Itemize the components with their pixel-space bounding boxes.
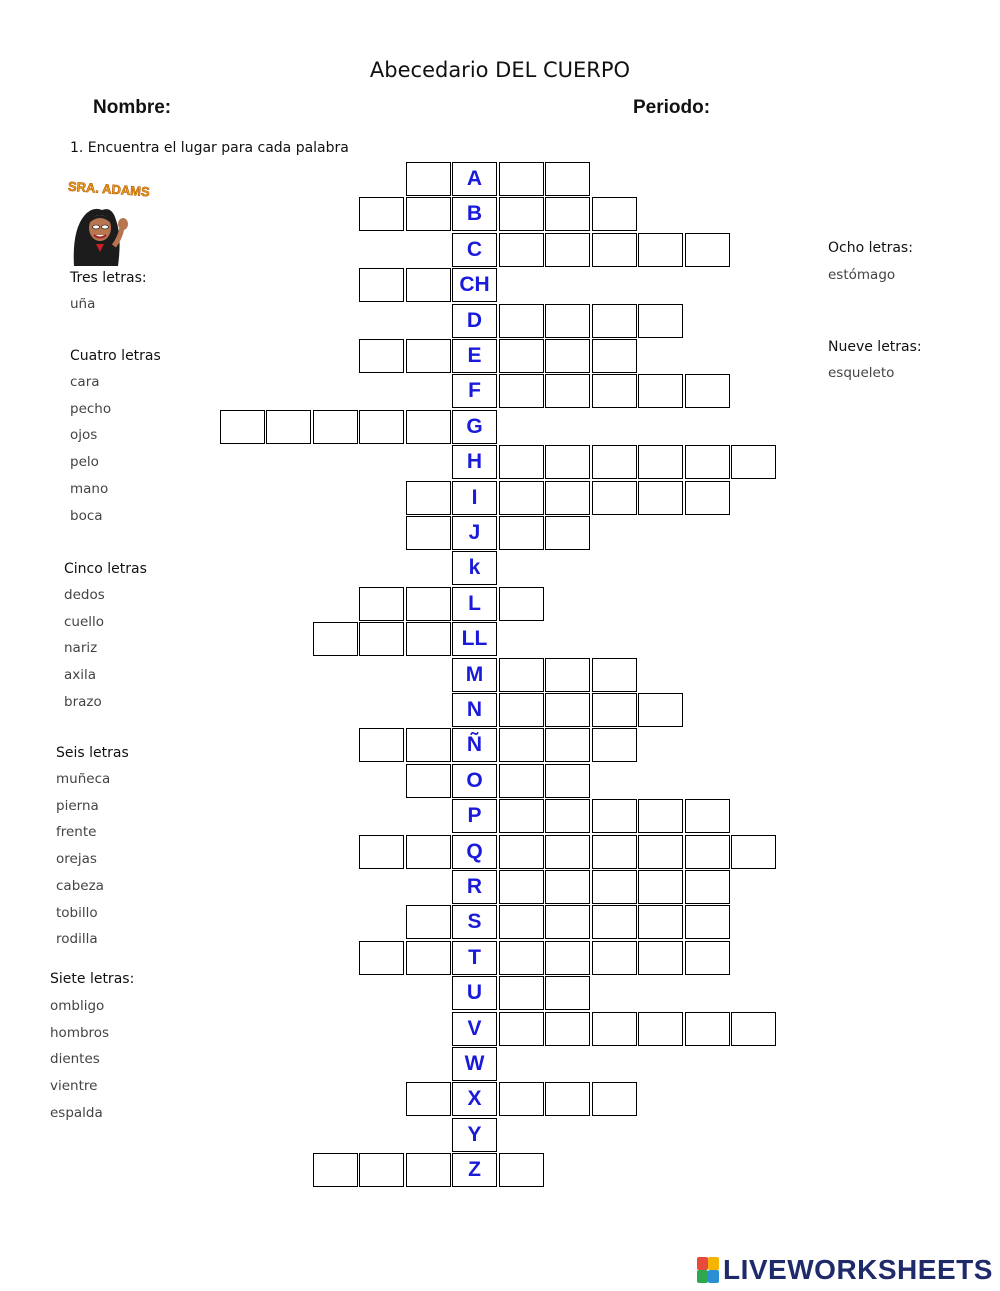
word-item: estómago: [828, 267, 896, 283]
crossword-cell[interactable]: [638, 870, 683, 904]
crossword-cell[interactable]: [499, 162, 544, 196]
period-label: Periodo:: [633, 97, 711, 118]
word-group-label: Nueve letras:: [828, 339, 922, 355]
crossword-cell[interactable]: [592, 870, 637, 904]
crossword-cell[interactable]: [359, 197, 404, 231]
word-item: pierna: [56, 797, 99, 814]
avatar-badge: SRA. ADAMS: [67, 178, 151, 200]
word-item: nariz: [64, 640, 98, 657]
word-group-label: Cuatro letras: [70, 348, 161, 364]
word-group-label: Siete letras:: [50, 971, 135, 987]
crossword-letter: CH: [459, 273, 490, 297]
crossword-cell[interactable]: [545, 905, 590, 939]
crossword-cell[interactable]: [592, 1082, 637, 1116]
crossword-letter: Q: [466, 839, 483, 863]
word-item: espalda: [50, 1104, 103, 1121]
crossword-letter: R: [466, 875, 483, 898]
crossword-cell[interactable]: [220, 410, 265, 444]
crossword-cell[interactable]: [406, 516, 451, 550]
crossword-cell[interactable]: [638, 693, 683, 727]
crossword-cell[interactable]: [592, 445, 637, 479]
word-item: esqueleto: [828, 365, 895, 381]
crossword-cell[interactable]: [545, 658, 590, 692]
word-item: brazo: [64, 693, 102, 710]
crossword-letter: J: [468, 521, 481, 544]
logo-text: LIVEWORKSHEETS: [723, 1254, 993, 1285]
crossword-letter: Z: [468, 1158, 481, 1182]
word-item: axila: [64, 667, 97, 684]
word-item: muñeca: [56, 771, 111, 787]
crossword-letter: A: [466, 167, 483, 190]
crossword-cell[interactable]: [545, 1082, 590, 1116]
crossword-cell[interactable]: [545, 1012, 590, 1046]
crossword-cell[interactable]: [359, 587, 404, 621]
crossword-letter: Y: [467, 1122, 482, 1146]
crossword-cell[interactable]: [499, 304, 544, 338]
word-item: pecho: [70, 400, 112, 417]
word-item: ojos: [70, 427, 98, 444]
crossword-letter: W: [464, 1052, 485, 1075]
crossword-cell[interactable]: [545, 870, 590, 904]
crossword-cell[interactable]: [406, 764, 451, 798]
word-item: frente: [56, 824, 97, 841]
word-item: tobillo: [56, 904, 98, 921]
crossword-cell[interactable]: [406, 905, 451, 939]
crossword-cell[interactable]: [545, 197, 590, 231]
word-item: orejas: [56, 851, 97, 868]
word-item: rodilla: [56, 931, 98, 948]
crossword-cell[interactable]: [359, 410, 404, 444]
word-item: mano: [70, 480, 109, 497]
crossword-cell[interactable]: [545, 339, 590, 373]
word-item: hombros: [50, 1024, 110, 1041]
crossword-cell[interactable]: [499, 728, 544, 762]
crossword-cell[interactable]: [499, 516, 544, 550]
logo-square: [708, 1257, 719, 1270]
crossword-letter: Ñ: [466, 733, 483, 757]
crossword-cell[interactable]: [499, 1012, 544, 1046]
crossword-cell[interactable]: [545, 799, 590, 833]
liveworksheets-logo: [697, 1253, 993, 1287]
crossword-cell[interactable]: [592, 658, 637, 692]
name-label: Nombre:: [93, 97, 172, 118]
crossword-letter: C: [466, 237, 483, 261]
page-title: Abecedario DEL CUERPO: [369, 58, 631, 82]
crossword-letter: H: [466, 450, 483, 474]
crossword-cell[interactable]: [406, 197, 451, 231]
crossword-letter: D: [466, 308, 483, 332]
instruction-text: 1. Encuentra el lugar para cada palabra: [70, 140, 349, 156]
crossword-letter: B: [466, 202, 483, 226]
word-item: cara: [70, 374, 100, 390]
crossword-cell[interactable]: [406, 481, 451, 515]
crossword-cell[interactable]: [545, 516, 590, 550]
crossword-letter: X: [467, 1087, 482, 1111]
crossword-cell[interactable]: [545, 764, 590, 798]
crossword-letter: E: [467, 344, 482, 367]
crossword-letter: P: [467, 804, 482, 828]
crossword-cell[interactable]: [685, 481, 730, 515]
crossword-letter: T: [468, 945, 481, 969]
crossword-letter: k: [468, 556, 481, 580]
crossword-cell[interactable]: [359, 1153, 404, 1187]
word-item: dientes: [50, 1051, 100, 1068]
crossword-cell[interactable]: [499, 835, 544, 869]
logo-square: [708, 1270, 719, 1283]
crossword-cell[interactable]: [592, 481, 637, 515]
crossword-cell[interactable]: [545, 481, 590, 515]
crossword-cell[interactable]: [499, 587, 544, 621]
logo-square: [697, 1270, 708, 1283]
word-group-label: Seis letras: [56, 745, 129, 761]
crossword-cell[interactable]: [406, 728, 451, 762]
word-item: vientre: [50, 1078, 98, 1095]
crossword-cell[interactable]: [731, 1012, 776, 1046]
crossword-letter: M: [465, 662, 484, 686]
crossword-cell[interactable]: [545, 374, 590, 408]
crossword-cell[interactable]: [406, 587, 451, 621]
avatar: [62, 176, 156, 266]
crossword-cell[interactable]: [685, 799, 730, 833]
logo-icon: [697, 1257, 719, 1283]
crossword-cell[interactable]: [313, 622, 358, 656]
crossword-letter: I: [471, 485, 478, 509]
crossword-cell[interactable]: [499, 1082, 544, 1116]
crossword-cell[interactable]: [545, 693, 590, 727]
crossword-cell[interactable]: [638, 233, 683, 267]
crossword-cell[interactable]: [685, 1012, 730, 1046]
crossword-cell[interactable]: [545, 304, 590, 338]
crossword-cell[interactable]: [359, 339, 404, 373]
crossword-cell[interactable]: [685, 835, 730, 869]
word-item: cabeza: [56, 877, 104, 894]
crossword-letter: F: [468, 379, 481, 403]
crossword-cell[interactable]: [592, 728, 637, 762]
word-item: uña: [70, 296, 96, 312]
crossword-cell[interactable]: [499, 905, 544, 939]
crossword-cell[interactable]: [499, 870, 544, 904]
crossword-cell[interactable]: [545, 835, 590, 869]
crossword-cell[interactable]: [685, 445, 730, 479]
crossword-cell[interactable]: [592, 304, 637, 338]
crossword-cell[interactable]: [406, 835, 451, 869]
crossword-cell[interactable]: [406, 941, 451, 975]
word-item: ombligo: [50, 998, 105, 1014]
crossword-cell[interactable]: [359, 941, 404, 975]
crossword-letter: LL: [461, 627, 488, 651]
crossword-cell[interactable]: [406, 268, 451, 302]
crossword-letter: O: [466, 768, 483, 792]
word-item: dedos: [64, 587, 105, 603]
crossword-cell[interactable]: [499, 941, 544, 975]
crossword-cell[interactable]: [685, 374, 730, 408]
crossword-cell[interactable]: [731, 835, 776, 869]
crossword-cell[interactable]: [359, 268, 404, 302]
crossword-cell[interactable]: [638, 835, 683, 869]
crossword-cell[interactable]: [592, 1012, 637, 1046]
crossword-cell[interactable]: [359, 728, 404, 762]
crossword-cell[interactable]: [545, 976, 590, 1010]
crossword-cell[interactable]: [313, 410, 358, 444]
crossword-cell[interactable]: [499, 374, 544, 408]
crossword-cell[interactable]: [499, 764, 544, 798]
crossword-cell[interactable]: [359, 835, 404, 869]
crossword-cell[interactable]: [313, 1153, 358, 1187]
crossword-cell[interactable]: [545, 941, 590, 975]
crossword-letter: U: [466, 981, 483, 1005]
crossword-cell[interactable]: [406, 622, 451, 656]
crossword-letter: N: [466, 698, 483, 721]
crossword-cell[interactable]: [638, 445, 683, 479]
word-item: cuello: [64, 613, 105, 630]
crossword-cell[interactable]: [638, 304, 683, 338]
crossword-cell[interactable]: [266, 410, 311, 444]
crossword-cell[interactable]: [685, 905, 730, 939]
word-group-label: Tres letras:: [70, 270, 147, 286]
crossword-cell[interactable]: [499, 445, 544, 479]
crossword-cell[interactable]: [685, 233, 730, 267]
crossword-cell[interactable]: [592, 941, 637, 975]
crossword-cell[interactable]: [499, 339, 544, 373]
word-item: boca: [70, 507, 103, 524]
crossword-cell[interactable]: [499, 799, 544, 833]
crossword-cell[interactable]: [545, 233, 590, 267]
crossword-cell[interactable]: [638, 905, 683, 939]
crossword-cell[interactable]: [499, 658, 544, 692]
crossword-cell[interactable]: [638, 799, 683, 833]
crossword-cell[interactable]: [592, 233, 637, 267]
crossword-cell[interactable]: [406, 410, 451, 444]
crossword-cell[interactable]: [499, 233, 544, 267]
crossword-cell[interactable]: [592, 693, 637, 727]
crossword-cell[interactable]: [592, 339, 637, 373]
crossword-cell[interactable]: [545, 445, 590, 479]
crossword-cell[interactable]: [545, 162, 590, 196]
crossword-cell[interactable]: [592, 197, 637, 231]
crossword-cell[interactable]: [592, 374, 637, 408]
crossword-cell[interactable]: [359, 622, 404, 656]
crossword-cell[interactable]: [406, 162, 451, 196]
crossword-cell[interactable]: [638, 481, 683, 515]
crossword-cell[interactable]: [406, 339, 451, 373]
word-group-label: Cinco letras: [64, 561, 147, 577]
crossword-cell[interactable]: [592, 835, 637, 869]
crossword-cell[interactable]: [638, 374, 683, 408]
logo-square: [697, 1257, 708, 1270]
crossword-cell[interactable]: [638, 1012, 683, 1046]
crossword-cell[interactable]: [685, 870, 730, 904]
crossword-cell[interactable]: [499, 976, 544, 1010]
crossword-cell[interactable]: [638, 941, 683, 975]
crossword-cell[interactable]: [545, 728, 590, 762]
word-group-label: Ocho letras:: [828, 240, 913, 256]
crossword-cell[interactable]: [499, 1153, 544, 1187]
word-item: pelo: [70, 454, 99, 471]
crossword-letter: V: [467, 1016, 482, 1040]
crossword-cell[interactable]: [406, 1082, 451, 1116]
crossword-cell[interactable]: [499, 197, 544, 231]
crossword-cell[interactable]: [499, 693, 544, 727]
crossword-cell[interactable]: [592, 799, 637, 833]
crossword-letter: L: [468, 591, 481, 615]
crossword-letter: S: [467, 910, 482, 934]
crossword-cell[interactable]: [499, 481, 544, 515]
crossword-cell[interactable]: [685, 941, 730, 975]
crossword-cell[interactable]: [592, 905, 637, 939]
crossword-letter: G: [466, 414, 483, 438]
crossword-cell[interactable]: [731, 445, 776, 479]
crossword-cell[interactable]: [406, 1153, 451, 1187]
